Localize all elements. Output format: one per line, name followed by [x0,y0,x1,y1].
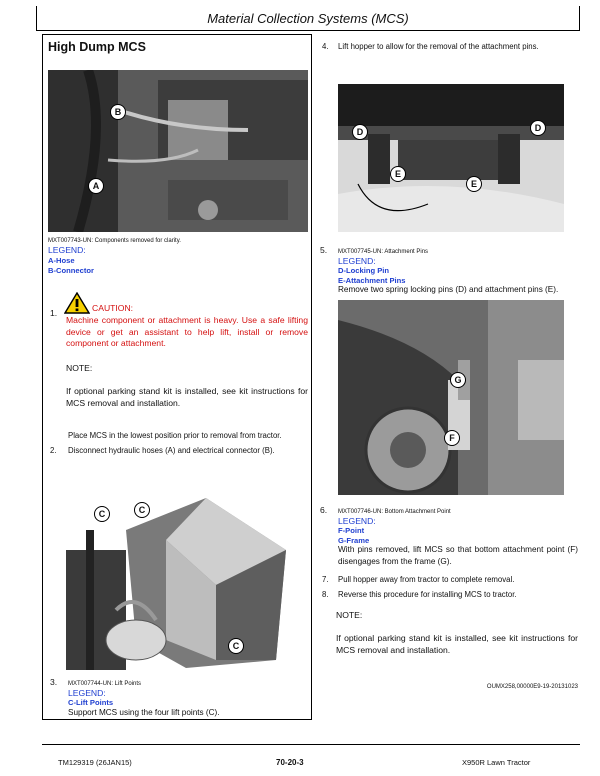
step-number: 8. [322,590,329,599]
figure-lift-points [66,490,306,670]
figure-hose-connector-illustration [48,70,308,232]
figure-caption: MXT007745-UN: Attachment Pins [338,249,429,255]
note-text: If optional parking stand kit is installed, see kit instructions for MCS removal and installation. [336,633,578,655]
callout-e: E [390,166,406,182]
reference-code: OUMX258,00000E9-19-20131023 [486,684,578,690]
callout-c: C [94,506,110,522]
step-text: Lift hopper to allow for the removal of the attachment pins. [338,42,539,51]
step-text: Disconnect hydraulic hoses (A) and electrical connector (B). [68,446,275,455]
footer-rule [42,744,580,745]
legend-item: C-Lift Points [68,698,114,707]
caution-label: CAUTION: [92,303,134,313]
step-number: 2. [50,446,57,455]
page-header-title: Material Collection Systems (MCS) [36,6,580,30]
legend-title: LEGEND: [48,245,86,255]
section-title: High Dump MCS [48,40,146,54]
step-text: Support MCS using the four lift points (C). [68,708,220,717]
step-number: 1. [50,308,58,318]
step-number: 7. [322,575,329,584]
callout-c: C [134,502,150,518]
callout-g: G [450,372,466,388]
legend-title: LEGEND: [338,516,376,526]
legend-item: B-Connector [48,266,94,275]
legend-title: LEGEND: [68,688,106,698]
step-text: Place MCS in the lowest position prior to removal from tractor. [68,431,282,440]
figure-attachment-pins [338,84,564,232]
caution-text: Machine component or attachment is heavy. Use a safe lifting device or get an assistant to help lift, install or remove component or attachment. [66,315,308,348]
callout-e: E [466,176,482,192]
callout-d: D [530,120,546,136]
legend-item: G-Frame [338,536,370,545]
callout-d: D [352,124,368,140]
legend-item: E-Attachment Pins [338,276,406,285]
legend-item: A-Hose [48,256,75,265]
figure-bottom-attachment-illustration [338,300,564,495]
figure-bottom-attachment [338,300,564,495]
caution-warning-icon [64,292,90,314]
step-text: Pull hopper away from tractor to complete removal. [338,575,515,584]
step-text: With pins removed, lift MCS so that bottom attachment point (F) disengages from the frame (G). [338,545,578,566]
step-number: 4. [322,42,329,51]
step-text: Remove two spring locking pins (D) and attachment pins (E). [338,285,559,294]
header-rule [36,30,580,31]
figure-caption: MXT007744-UN: Lift Points [68,681,142,687]
legend-title: LEGEND: [338,256,376,266]
step-text: Reverse this procedure for installing MCS to tractor. [338,590,517,599]
callout-f: F [444,430,460,446]
step-number: 5. [320,245,328,255]
callout-b: B [110,104,126,120]
figure-hose-connector [48,70,308,232]
note-label: NOTE: [66,363,93,373]
step-number: 3. [50,677,58,687]
footer-doc-id: TM129319 (26JAN15) [58,758,132,767]
step-number: 6. [320,505,328,515]
legend-item: F-Point [338,526,365,535]
figure-caption: MXT007743-UN: Components removed for clarity. [48,238,181,244]
note-label: NOTE: [336,610,363,620]
note-text: If optional parking stand kit is installed, see kit instructions for MCS removal and installation. [66,386,308,408]
callout-a: A [88,178,104,194]
footer-product: X950R Lawn Tractor [462,758,531,767]
footer-page-number: 70-20-3 [276,758,304,767]
legend-item: D-Locking Pin [338,266,390,275]
figure-caption: MXT007746-UN: Bottom Attachment Point [338,509,451,515]
figure-attachment-pins-illustration [338,84,564,232]
callout-c: C [228,638,244,654]
